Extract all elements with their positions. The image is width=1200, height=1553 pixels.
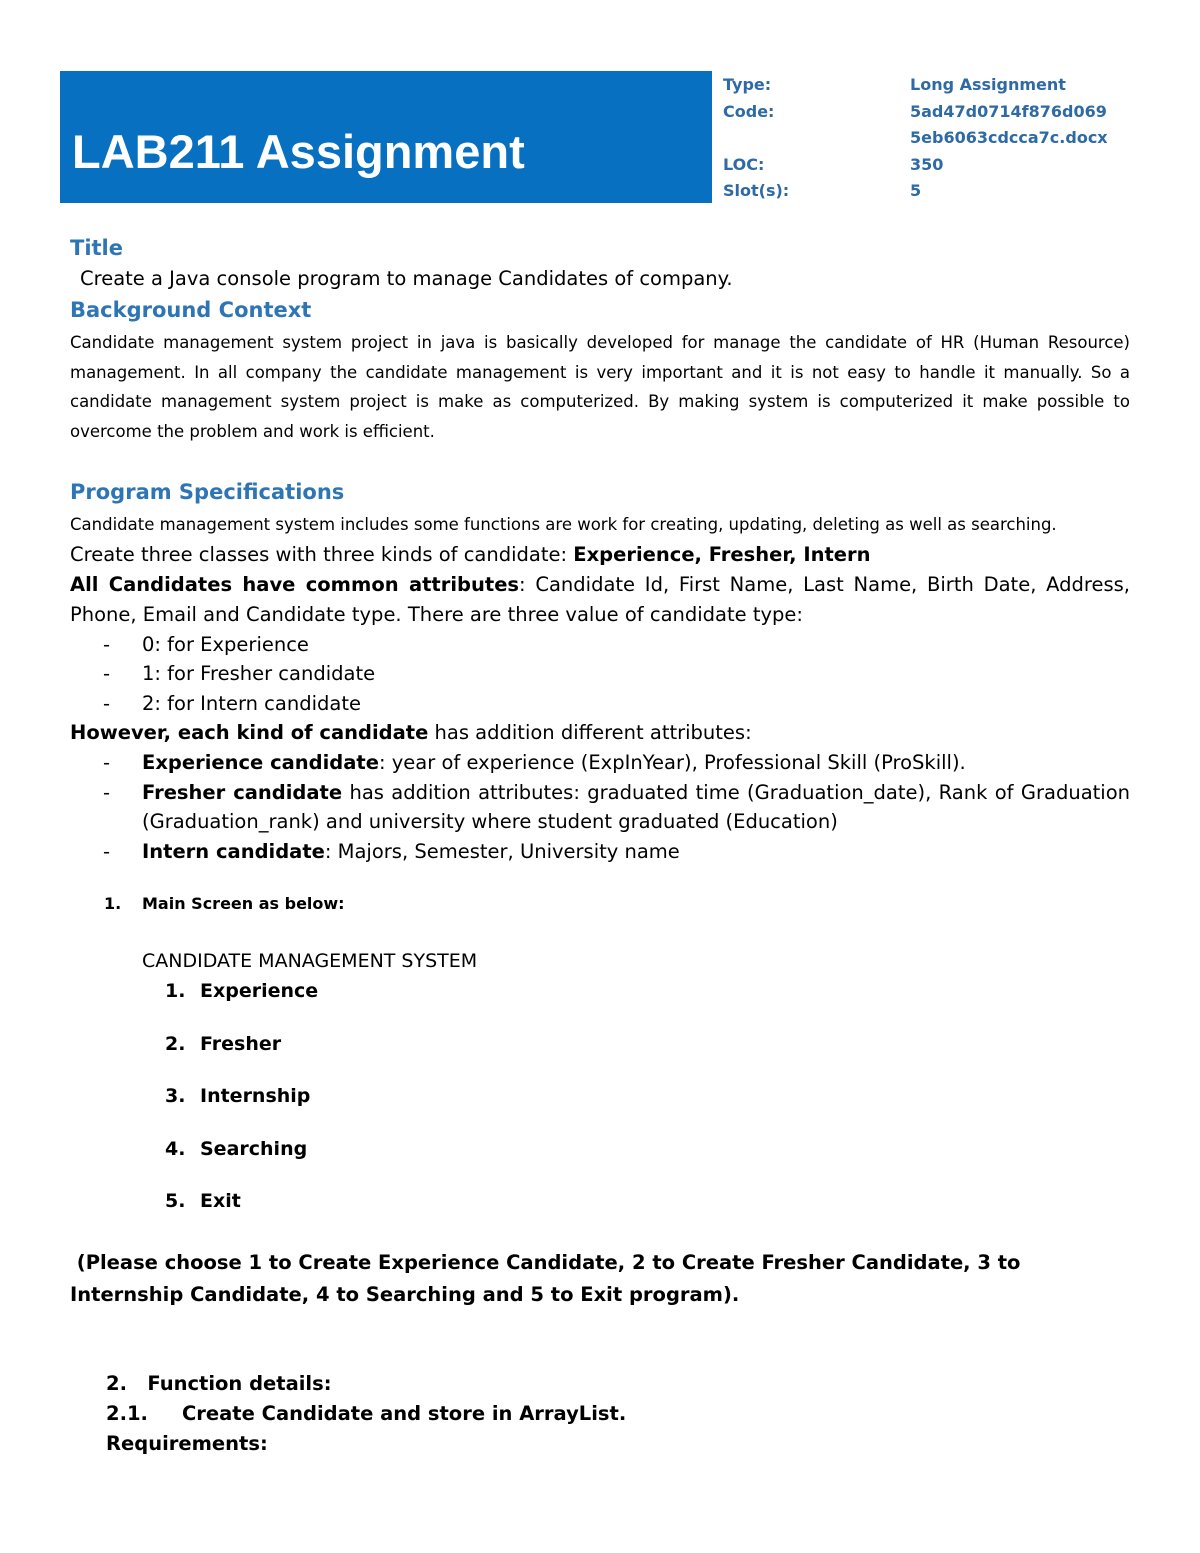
menu-item-experience bbox=[142, 976, 1130, 1029]
subsection-number: 2.1. bbox=[106, 1401, 148, 1425]
list-item-bold: Intern candidate bbox=[142, 839, 325, 863]
main-screen-number: 1. bbox=[104, 894, 122, 913]
menu-item-label: Exit bbox=[200, 1190, 241, 1212]
system-title: CANDIDATE MANAGEMENT SYSTEM bbox=[142, 950, 478, 972]
list-item-rest: : year of experience (ExpInYear), Professional Skill (ProSkill). bbox=[378, 751, 966, 774]
menu-item-exit bbox=[142, 1186, 1130, 1239]
menu-item-number: 2. bbox=[165, 1032, 186, 1055]
list-item-rest: : Majors, Semester, University name bbox=[324, 839, 680, 863]
specs-classes-prefix: Create three classes with three kinds of candidate: bbox=[70, 542, 574, 566]
document-meta bbox=[723, 72, 1108, 205]
list-item bbox=[70, 778, 1130, 837]
dash-bullet: - bbox=[103, 662, 111, 685]
list-item-rest: has addition attributes: graduated time (Graduation_date), Rank of Graduation (Graduation_rank) and university where student graduated (Education) bbox=[142, 780, 1130, 833]
menu-item-internship bbox=[142, 1081, 1130, 1134]
dash-bullet: - bbox=[103, 691, 111, 715]
meta-row-type bbox=[723, 72, 1108, 99]
meta-value: 5 bbox=[910, 181, 922, 200]
title-heading: Title bbox=[70, 236, 124, 260]
function-subsection bbox=[106, 1399, 1130, 1429]
list-item-bold: Fresher candidate bbox=[142, 780, 343, 804]
main-screen-label: Main Screen as below: bbox=[142, 894, 345, 913]
meta-row-code-cont bbox=[723, 125, 1108, 152]
list-item bbox=[70, 748, 1130, 778]
title-text: Create a Java console program to manage Candidates of company. bbox=[80, 267, 733, 290]
menu-item-label: Fresher bbox=[200, 1032, 282, 1055]
meta-value: 350 bbox=[910, 154, 944, 174]
specs-common-text: : Candidate Id, First Name, Last Name, Birth Date, Address, Phone, Email and Candidate type. There are three value of candidate type: bbox=[70, 572, 1130, 626]
console-main-screen bbox=[70, 946, 1130, 1239]
list-item-text: 0: for Experience bbox=[142, 632, 309, 656]
background-heading: Background Context bbox=[70, 298, 312, 322]
dash-bullet: - bbox=[103, 780, 111, 804]
specs-common bbox=[70, 570, 1130, 630]
specs-however-bold: However, each kind of candidate bbox=[70, 721, 429, 744]
list-item bbox=[70, 659, 1130, 689]
menu-item-label: Experience bbox=[200, 980, 319, 1002]
meta-value: 5ad47d0714f876d069 bbox=[910, 101, 1107, 121]
dash-bullet: - bbox=[103, 839, 111, 863]
requirements-label: Requirements: bbox=[106, 1431, 268, 1455]
list-item-bold: Experience candidate bbox=[142, 751, 379, 774]
list-item-text: 1: for Fresher candidate bbox=[142, 662, 376, 685]
main-screen-heading bbox=[70, 892, 1130, 916]
list-item-text bbox=[142, 748, 1130, 778]
list-item bbox=[70, 630, 1130, 660]
list-item-text bbox=[142, 837, 1130, 867]
specs-however-text: has addition different attributes: bbox=[428, 721, 752, 744]
menu-item-number: 3. bbox=[165, 1085, 186, 1107]
menu-item-fresher bbox=[142, 1029, 1130, 1082]
meta-key: LOC: bbox=[723, 154, 765, 174]
list-item bbox=[70, 689, 1130, 719]
dash-bullet: - bbox=[103, 751, 111, 774]
menu-item-number: 1. bbox=[165, 980, 186, 1002]
list-item-text bbox=[142, 778, 1130, 837]
meta-key: Slot(s): bbox=[723, 181, 790, 200]
meta-value: 5eb6063cdcca7c.docx bbox=[910, 128, 1108, 147]
menu-item-number: 4. bbox=[165, 1137, 186, 1160]
menu-item-number: 5. bbox=[165, 1190, 186, 1212]
list-item bbox=[70, 837, 1130, 867]
menu-item-searching bbox=[142, 1134, 1130, 1187]
meta-value: Long Assignment bbox=[910, 75, 1066, 94]
title-banner bbox=[60, 71, 712, 203]
document-title: LAB211 Assignment bbox=[72, 125, 525, 178]
meta-row-loc bbox=[723, 152, 1108, 179]
background-text: Candidate management system project in java is basically developed for manage the candidate of HR (Human Resource) management. In all company the candidate management is very important and it is not easy to handle it manually. So a candidate management system project is make as computerized. By making system is computerized it make possible to overcome the problem and work is efficient. bbox=[70, 333, 1130, 441]
menu-item-label: Searching bbox=[200, 1137, 308, 1160]
document-body bbox=[70, 232, 1130, 1459]
specs-common-bold: All Candidates have common attributes bbox=[70, 572, 520, 596]
subsection-label: Create Candidate and store in ArrayList. bbox=[182, 1401, 627, 1425]
meta-key: Code: bbox=[723, 101, 775, 121]
meta-key bbox=[723, 125, 910, 152]
meta-key: Type: bbox=[723, 75, 772, 94]
dash-bullet: - bbox=[103, 632, 111, 656]
menu-instruction-note: (Please choose 1 to Create Experience Candidate, 2 to Create Fresher Candidate, 3 to Internship Candidate, 4 to Searching and 5 to Exit program). bbox=[70, 1250, 1028, 1306]
specs-intro: Candidate management system includes some functions are work for creating, updating, deleting as well as searching. bbox=[70, 515, 1057, 534]
meta-row-slots bbox=[723, 178, 1108, 205]
list-item-text: 2: for Intern candidate bbox=[142, 691, 361, 715]
specs-classes-bold: Experience, Fresher, Intern bbox=[573, 542, 871, 566]
specs-classes bbox=[70, 540, 1130, 570]
meta-row-code bbox=[723, 99, 1108, 126]
specs-heading: Program Specifications bbox=[70, 480, 345, 504]
specs-however bbox=[70, 718, 1130, 748]
function-details-heading: 2. Function details: bbox=[106, 1371, 332, 1395]
function-details bbox=[70, 1369, 1130, 1459]
menu-item-label: Internship bbox=[200, 1085, 311, 1107]
console-menu bbox=[142, 976, 1130, 1239]
